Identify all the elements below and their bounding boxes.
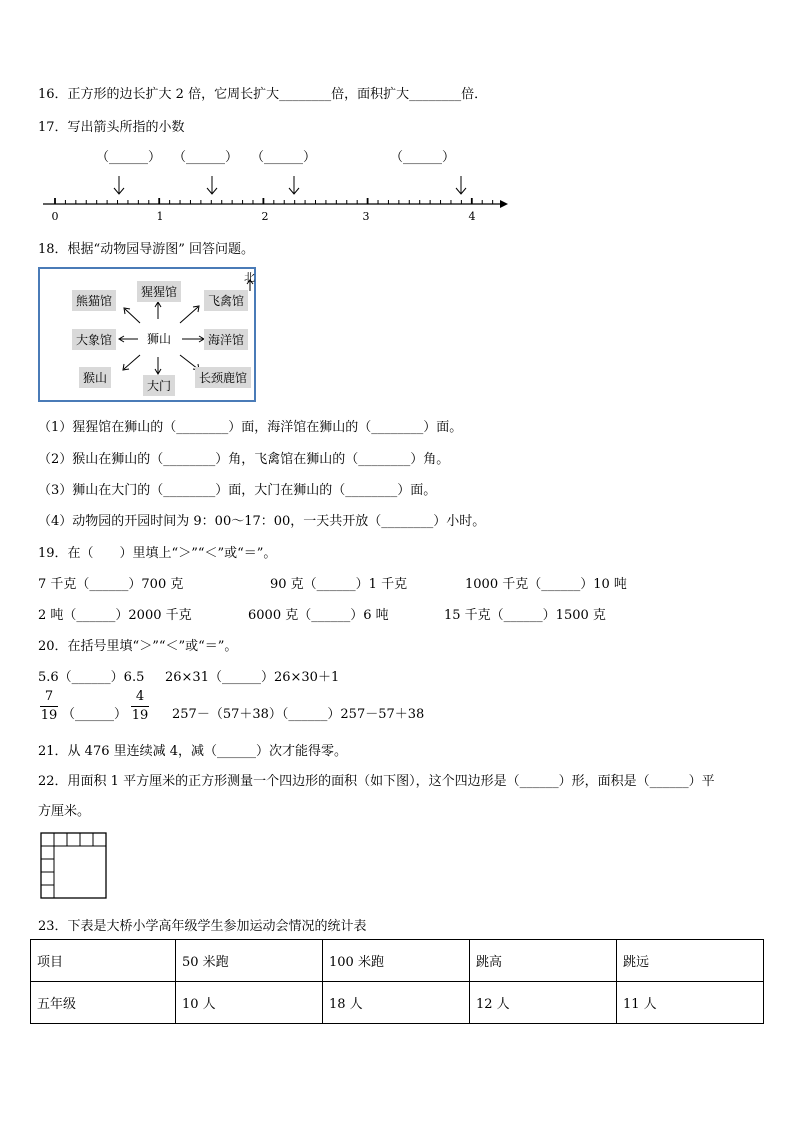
tick-label-4: 4 bbox=[468, 210, 476, 223]
table-header-cell: 项目 bbox=[31, 940, 176, 982]
q19-item-4: 2 吨（______）2000 千克 bbox=[38, 608, 192, 623]
table-header-cell: 跳远 bbox=[617, 940, 764, 982]
table-row bbox=[31, 982, 764, 1024]
map-label-bird: 飞禽馆 bbox=[204, 290, 248, 311]
pointer-arrow-4-icon bbox=[456, 176, 466, 194]
q17-blank-4[interactable]: （______） bbox=[390, 150, 456, 165]
map-center-lion-hill: 狮山 bbox=[147, 332, 172, 346]
q20-item-4: 257－（57＋38）（______）257－57＋38 bbox=[172, 707, 425, 722]
question-16: 16．正方形的边长扩大 2 倍，它周长扩大________倍，面积扩大________倍． bbox=[38, 87, 488, 102]
table-cell: 五年级 bbox=[31, 982, 176, 1024]
quadrilateral-grid-figure bbox=[40, 832, 112, 900]
map-label-gate: 大门 bbox=[143, 375, 175, 396]
q18-sub-3: （3）狮山在大门的（________）面，大门在狮山的（________）面。 bbox=[38, 483, 437, 498]
table-header-row bbox=[31, 940, 764, 982]
table-cell: 11 人 bbox=[617, 982, 764, 1024]
pointer-arrow-3-icon bbox=[289, 176, 299, 194]
number-line-arrowhead bbox=[500, 200, 508, 208]
question-20-title: 20．在括号里填“＞”“＜”或“＝”。 bbox=[38, 639, 238, 654]
map-label-gorilla: 猩猩馆 bbox=[137, 281, 181, 302]
map-label-giraffe: 长颈鹿馆 bbox=[195, 367, 251, 388]
fraction-7-19 bbox=[38, 689, 60, 724]
map-label-panda: 熊猫馆 bbox=[72, 290, 116, 311]
fraction-denominator: 19 bbox=[131, 708, 149, 723]
tick-label-0: 0 bbox=[51, 210, 59, 223]
fraction-numerator: 4 bbox=[135, 689, 145, 704]
question-21: 21．从 476 里连续减 4，减（______）次才能得零。 bbox=[38, 744, 348, 759]
map-label-ocean: 海洋馆 bbox=[204, 329, 248, 350]
q18-sub-1: （1）猩猩馆在狮山的（________）面，海洋馆在狮山的（________）面。 bbox=[38, 420, 463, 435]
tick-label-1: 1 bbox=[156, 210, 164, 223]
question-18-title: 18．根据“动物园导游图” 回答问题。 bbox=[38, 242, 254, 257]
question-22-line-2: 方厘米。 bbox=[38, 804, 91, 819]
fraction-denominator: 19 bbox=[40, 708, 58, 723]
tick-label-2: 2 bbox=[261, 210, 269, 223]
question-23-title: 23．下表是大桥小学高年级学生参加运动会情况的统计表 bbox=[38, 919, 367, 934]
q17-blank-2[interactable]: （______） bbox=[173, 150, 239, 165]
sports-stats-table bbox=[30, 939, 764, 1024]
table-cell: 12 人 bbox=[470, 982, 617, 1024]
q17-blank-1[interactable]: （______） bbox=[96, 150, 162, 165]
table-header-cell: 跳高 bbox=[470, 940, 617, 982]
q20-item-1: 5.6（______）6.5 bbox=[38, 670, 145, 685]
tick-label-3: 3 bbox=[362, 210, 370, 223]
q17-blank-3[interactable]: （______） bbox=[251, 150, 317, 165]
q19-item-3: 1000 千克（______）10 吨 bbox=[465, 577, 627, 592]
fraction-4-19 bbox=[129, 689, 151, 724]
q20-blank-fraction[interactable]: （______） bbox=[62, 707, 128, 722]
map-label-monkey: 猴山 bbox=[79, 367, 111, 388]
q20-item-2: 26×31（______）26×30＋1 bbox=[165, 670, 340, 685]
north-label: 北 bbox=[244, 271, 255, 284]
question-17-title: 17．写出箭头所指的小数 bbox=[38, 120, 185, 135]
map-label-elephant: 大象馆 bbox=[72, 329, 116, 350]
fraction-numerator: 7 bbox=[44, 689, 54, 704]
number-line-ticks bbox=[55, 198, 493, 204]
number-line bbox=[38, 168, 518, 224]
q18-sub-4: （4）动物园的开园时间为 9：00～17：00，一天共开放（________）小时。 bbox=[38, 514, 486, 529]
question-19-title: 19．在（ ）里填上“＞”“＜”或“＝”。 bbox=[38, 546, 277, 561]
q19-item-1: 7 千克（______）700 克 bbox=[38, 577, 184, 592]
q19-item-5: 6000 克（______）6 吨 bbox=[248, 608, 389, 623]
zoo-map bbox=[38, 267, 256, 402]
question-22-line-1: 22．用面积 1 平方厘米的正方形测量一个四边形的面积（如下图），这个四边形是（______）形，面积是（______）平 bbox=[38, 774, 715, 789]
table-cell: 10 人 bbox=[176, 982, 323, 1024]
table-cell: 18 人 bbox=[323, 982, 470, 1024]
q19-item-2: 90 克（______）1 千克 bbox=[270, 577, 408, 592]
table-header-cell: 50 米跑 bbox=[176, 940, 323, 982]
q18-sub-2: （2）猴山在狮山的（________）角，飞禽馆在狮山的（________）角。 bbox=[38, 452, 450, 467]
pointer-arrow-2-icon bbox=[207, 176, 217, 194]
table-header-cell: 100 米跑 bbox=[323, 940, 470, 982]
q19-item-6: 15 千克（______）1500 克 bbox=[444, 608, 606, 623]
pointer-arrow-1-icon bbox=[114, 176, 124, 194]
